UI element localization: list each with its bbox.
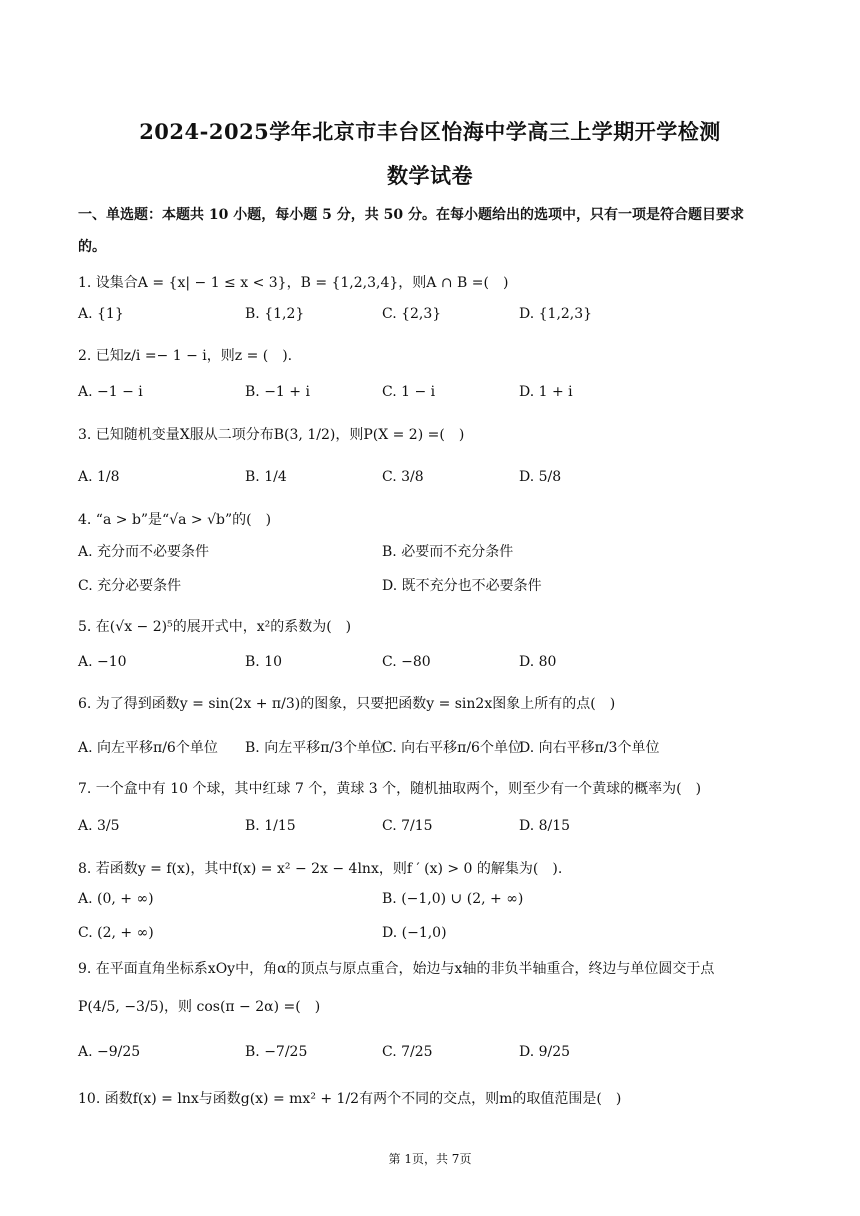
q4-option-b: B. 必要而不充分条件 — [382, 544, 514, 560]
q2-option-a: A. −1 − i — [78, 384, 143, 400]
question-5-stem: 5. 在(√x − 2)⁵的展开式中，x²的系数为( ) — [78, 619, 352, 635]
question-1-stem: 1. 设集合A = {x| − 1 ≤ x < 3}，B = {1,2,3,4}，则A ∩ B =( ) — [78, 275, 509, 291]
q4-option-d: D. 既不充分也不必要条件 — [382, 578, 542, 594]
question-8-stem: 8. 若函数y = f(x)，其中f(x) = x² − 2x − 4lnx，则f ′ (x) > 0 的解集为( ). — [78, 861, 563, 877]
q7-option-c: C. 7/15 — [382, 818, 433, 834]
q1-option-a: A. {1} — [78, 306, 124, 322]
q5-option-c: C. −80 — [382, 654, 431, 670]
q9-option-a: A. −9/25 — [78, 1044, 141, 1060]
q1-option-d: D. {1,2,3} — [519, 306, 593, 322]
question-10-stem: 10. 函数f(x) = lnx与函数g(x) = mx² + 1/2有两个不同的交点，则m的取值范围是( ) — [78, 1091, 622, 1107]
q5-option-d: D. 80 — [519, 654, 557, 670]
q3-option-a: A. 1/8 — [78, 469, 120, 485]
q6-option-c: C. 向右平移π/6个单位 — [382, 740, 522, 756]
q8-option-b: B. (−1,0) ∪ (2, + ∞) — [382, 891, 524, 907]
section-heading: 一、单选题：本题共 10 小题，每小题 5 分，共 50 分。在每小题给出的选项中，只有一项是符合题目要求 — [78, 207, 744, 223]
page-footer: 第 1页，共 7页 — [388, 1152, 472, 1166]
q4-option-c: C. 充分必要条件 — [78, 578, 182, 594]
question-9-stem-cont: P(4/5, −3/5)，则 cos(π − 2α) =( ) — [78, 999, 321, 1015]
question-2-stem: 2. 已知z/i =− 1 − i，则z = ( ). — [78, 348, 293, 364]
q8-option-c: C. (2, + ∞) — [78, 925, 154, 941]
q8-option-a: A. (0, + ∞) — [78, 891, 154, 907]
section-heading-cont: 的。 — [78, 239, 106, 255]
q3-option-d: D. 5/8 — [519, 469, 562, 485]
q1-option-c: C. {2,3} — [382, 306, 442, 322]
question-4-stem: 4. “a > b”是“√a > √b”的( ) — [78, 512, 272, 528]
q9-option-c: C. 7/25 — [382, 1044, 433, 1060]
q2-option-b: B. −1 + i — [245, 384, 310, 400]
q1-option-b: B. {1,2} — [245, 306, 305, 322]
question-3-stem: 3. 已知随机变量X服从二项分布B(3, 1/2)，则P(X = 2) =( ) — [78, 427, 465, 443]
exam-subtitle: 数学试卷 — [387, 163, 473, 188]
q3-option-b: B. 1/4 — [245, 469, 287, 485]
q2-option-c: C. 1 − i — [382, 384, 436, 400]
q6-option-b: B. 向左平移π/3个单位 — [245, 740, 386, 756]
q9-option-b: B. −7/25 — [245, 1044, 308, 1060]
question-9-stem: 9. 在平面直角坐标系xOy中，角α的顶点与原点重合，始边与x轴的非负半轴重合，终边与单位圆交于点 — [78, 961, 715, 977]
q7-option-a: A. 3/5 — [78, 818, 120, 834]
q2-option-d: D. 1 + i — [519, 384, 573, 400]
q4-option-a: A. 充分而不必要条件 — [78, 544, 210, 560]
q3-option-c: C. 3/8 — [382, 469, 424, 485]
q9-option-d: D. 9/25 — [519, 1044, 571, 1060]
q5-option-a: A. −10 — [78, 654, 127, 670]
question-6-stem: 6. 为了得到函数y = sin(2x + π/3)的图象，只要把函数y = sin2x图象上所有的点( ) — [78, 696, 616, 712]
q6-option-d: D. 向右平移π/3个单位 — [519, 740, 660, 756]
question-7-stem: 7. 一个盒中有 10 个球，其中红球 7 个，黄球 3 个，随机抽取两个，则至少有一个黄球的概率为( ) — [78, 781, 702, 797]
exam-title: 2024-2025学年北京市丰台区怡海中学高三上学期开学检测 — [139, 119, 721, 144]
q7-option-b: B. 1/15 — [245, 818, 296, 834]
q5-option-b: B. 10 — [245, 654, 283, 670]
q8-option-d: D. (−1,0) — [382, 925, 447, 941]
q7-option-d: D. 8/15 — [519, 818, 571, 834]
q6-option-a: A. 向左平移π/6个单位 — [78, 740, 218, 756]
